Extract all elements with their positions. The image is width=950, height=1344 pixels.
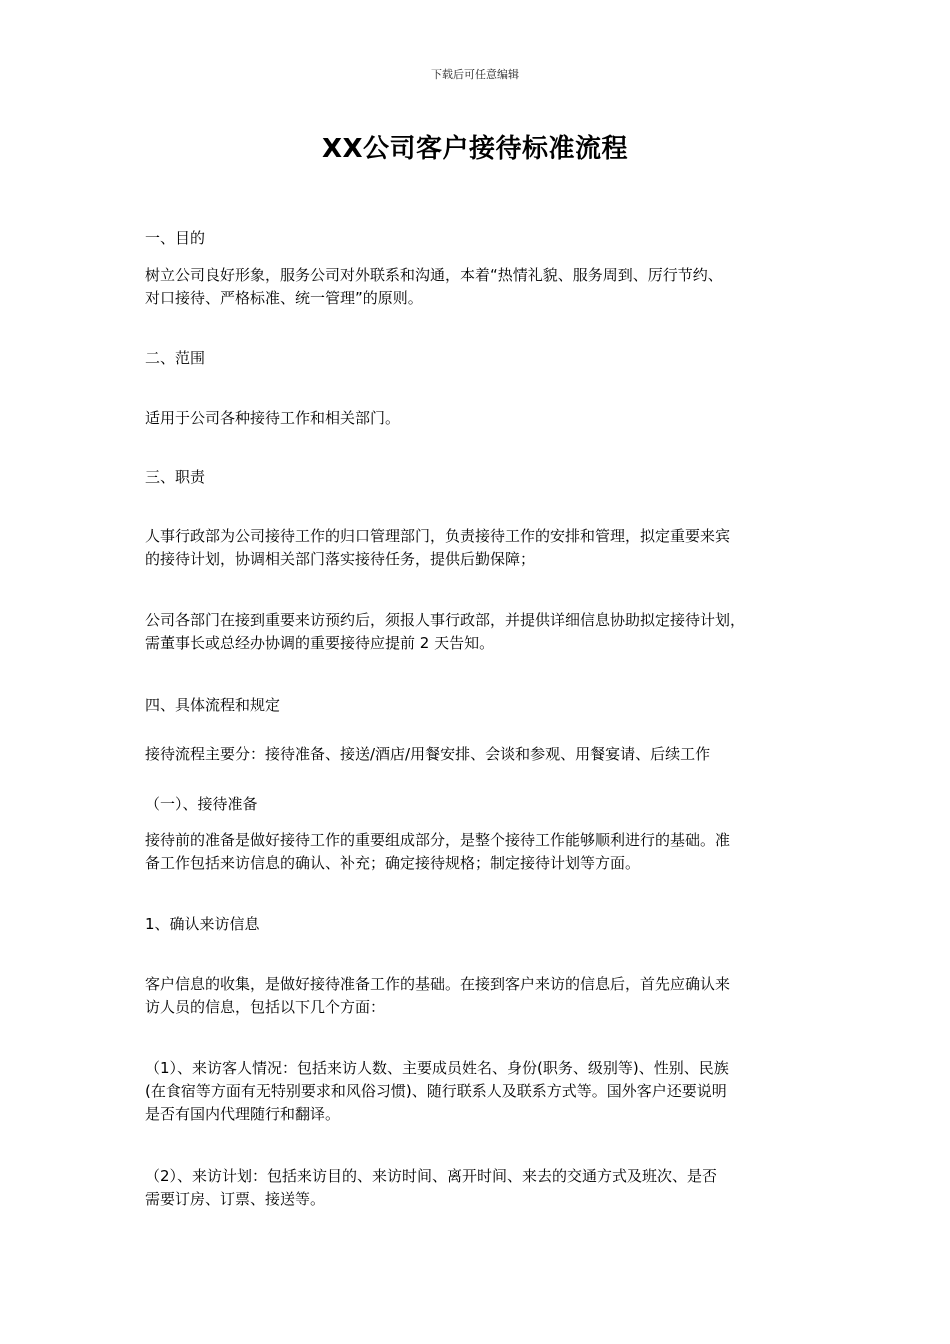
section-process-heading: 四、具体流程和规定 — [145, 696, 281, 714]
section-duty-text-1 — [145, 525, 815, 571]
text-line: 客户信息的收集，是做好接待准备工作的基础。在接到客户来访的信息后，首先应确认来 — [145, 975, 731, 993]
text-line: 对口接待、严格标准、统一管理”的原则。 — [145, 289, 423, 307]
section-prep-heading: （一）、接待准备 — [145, 795, 258, 813]
header-note: 下载后可任意编辑 — [431, 68, 519, 81]
text-line: 的接待计划，协调相关部门落实接待任务，提供后勤保障； — [145, 550, 536, 568]
text-line: （2）、来访计划：包括来访目的、来访时间、离开时间、来去的交通方式及班次、是否 — [145, 1167, 718, 1185]
section-duty-text-2 — [145, 609, 815, 655]
text-line: （1）、来访客人情况：包括来访人数、主要成员姓名、身份(职务、级别等)、性别、民族 — [145, 1059, 729, 1077]
section-purpose-text — [145, 264, 815, 310]
text-line: 接待前的准备是做好接待工作的重要组成部分，是整个接待工作能够顺利进行的基础。准 — [145, 831, 731, 849]
text-line: (在食宿等方面有无特别要求和风俗习惯)、随行联系人及联系方式等。国外客户还要说明 — [145, 1082, 727, 1100]
list-item-visitor-info — [145, 1057, 815, 1126]
text-line: 公司各部门在接到重要来访预约后，须报人事行政部，并提供详细信息协助拟定接待计划， — [145, 611, 746, 629]
text-line: 树立公司良好形象，服务公司对外联系和沟通，本着“热情礼貌、服务周到、厉行节约、 — [145, 266, 723, 284]
document-title: XX公司客户接待标准流程 — [321, 134, 629, 164]
text-line: 需董事长或总经办协调的重要接待应提前 2 天告知。 — [145, 634, 495, 652]
section-duty-heading: 三、职责 — [145, 468, 206, 486]
text-line: 人事行政部为公司接待工作的归口管理部门，负责接待工作的安排和管理，拟定重要来宾 — [145, 527, 731, 545]
section-prep-text — [145, 829, 815, 875]
section-confirm-text — [145, 973, 815, 1019]
section-scope-text: 适用于公司各种接待工作和相关部门。 — [145, 409, 401, 427]
text-line: 需要订房、订票、接送等。 — [145, 1190, 326, 1208]
section-process-intro: 接待流程主要分：接待准备、接送/酒店/用餐安排、会谈和参观、用餐宴请、后续工作 — [145, 745, 711, 763]
section-confirm-heading: 1、确认来访信息 — [145, 915, 260, 933]
list-item-visit-plan — [145, 1165, 815, 1211]
text-line: 是否有国内代理随行和翻译。 — [145, 1105, 341, 1123]
section-scope-heading: 二、范围 — [145, 349, 206, 367]
text-line: 备工作包括来访信息的确认、补充；确定接待规格；制定接待计划等方面。 — [145, 854, 641, 872]
text-line: 访人员的信息，包括以下几个方面： — [145, 998, 386, 1016]
section-purpose-heading: 一、目的 — [145, 229, 206, 247]
